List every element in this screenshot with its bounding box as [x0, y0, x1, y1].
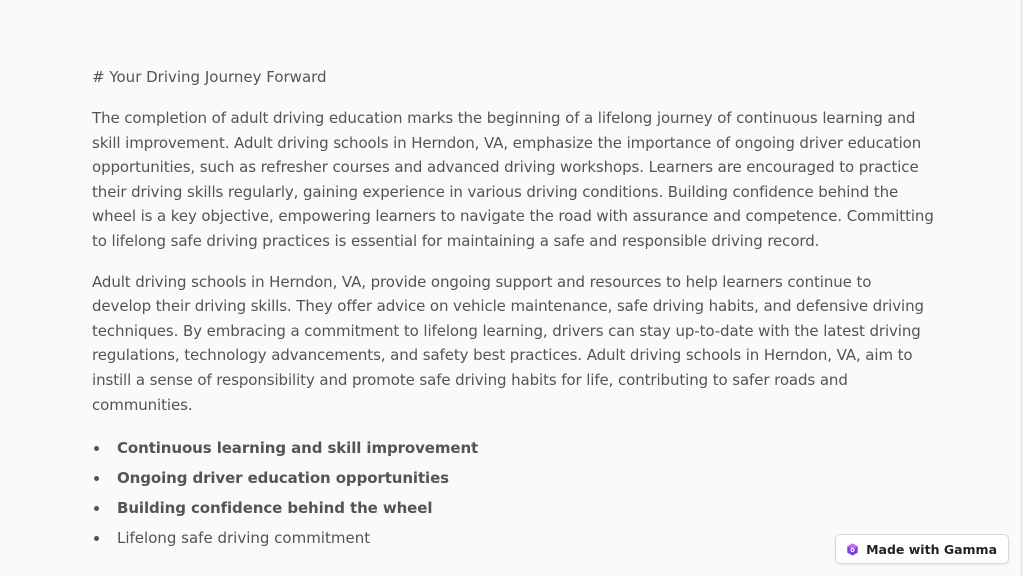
- bullet-text: Ongoing driver education opportunities: [117, 469, 449, 488]
- bullet-dot-icon: [94, 446, 99, 451]
- list-item: [92, 463, 934, 493]
- gamma-logo-icon: [846, 543, 859, 556]
- list-item: [92, 433, 934, 463]
- bullet-dot-icon: [94, 476, 99, 481]
- paragraph-intro: The completion of adult driving education marks the beginning of a lifelong journey of continuous learning and skill improvement. Adult driving schools in Herndon, VA, emphasize the importance of ongoing driver education opportunities, such as refresher courses and advanced driving workshops. Learners are encouraged to practice their driving skills regularly, gaining experience in various driving conditions. Building confidence behind the wheel is a key objective, empowering learners to navigate the road with assurance and competence. Committing to lifelong safe driving practices is essential for maintaining a safe and responsible driving record.: [92, 109, 934, 250]
- bullet-list: [92, 433, 934, 553]
- bullet-text: Building confidence behind the wheel: [117, 499, 433, 518]
- page-heading: # Your Driving Journey Forward: [92, 68, 327, 86]
- paragraph-support: Adult driving schools in Herndon, VA, provide ongoing support and resources to help learners continue to develop their driving skills. They offer advice on vehicle maintenance, safe driving habits, and defensive driving techniques. By embracing a commitment to lifelong learning, drivers can stay up-to-date with the latest driving regulations, technology advancements, and safety best practices. Adult driving schools in Herndon, VA, aim to instill a sense of responsibility and promote safe driving habits for life, contributing to safer roads and communities.: [92, 272, 924, 414]
- list-item: [92, 523, 934, 553]
- bullet-text: Lifelong safe driving commitment: [117, 529, 371, 548]
- bullet-text: Continuous learning and skill improvement: [117, 439, 479, 458]
- list-item: [92, 493, 934, 523]
- made-with-gamma-button[interactable]: [835, 534, 1009, 564]
- bullet-dot-icon: [94, 536, 99, 541]
- badge-label: Made with Gamma: [866, 541, 997, 557]
- slide-content: [92, 64, 934, 553]
- bullet-dot-icon: [94, 506, 99, 511]
